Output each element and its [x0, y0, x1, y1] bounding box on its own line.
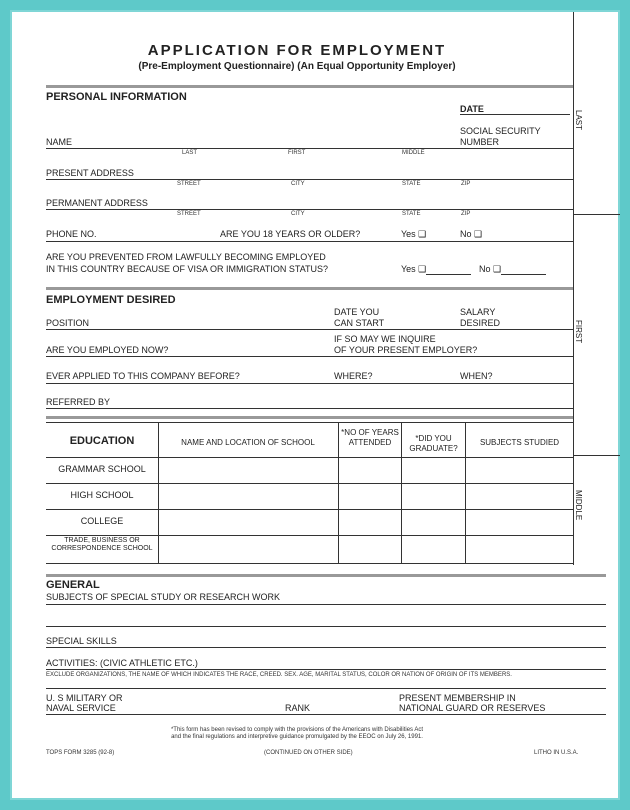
salary-label-1: SALARY	[460, 307, 496, 317]
city-caption: CITY	[291, 181, 305, 187]
special-study-line[interactable]	[46, 604, 606, 605]
ada-note-2: and the final regulations and interpretive guidance promulgated by the EEOC on July 26, 1991.	[171, 734, 423, 740]
permanent-address-label: PERMANENT ADDRESS	[46, 198, 148, 208]
name-last-caption: LAST	[182, 150, 198, 156]
guard-label-2: NATIONAL GUARD OR RESERVES	[399, 703, 546, 713]
edu-row-line	[46, 457, 573, 458]
section-divider	[46, 416, 573, 419]
position-label: POSITION	[46, 318, 90, 328]
inquire-label-2: OF YOUR PRESENT EMPLOYER?	[334, 345, 478, 355]
side-strip-divider	[573, 12, 574, 565]
street-caption: STREET	[177, 181, 201, 187]
rank-label: RANK	[285, 703, 311, 713]
edu-row-line	[46, 509, 573, 510]
edu-row-line	[46, 483, 573, 484]
name-line[interactable]	[46, 148, 573, 149]
exclude-note: EXCLUDE ORGANIZATIONS, THE NAME OF WHICH INDICATES THE RACE, CREED. SEX. AGE, MARITAL STATUS, COLOR OR NATION OF ORIGIN OF ITS MEMBERS.	[46, 672, 512, 678]
present-address-label: PRESENT ADDRESS	[46, 168, 134, 178]
state-caption: STATE	[402, 211, 421, 217]
continued-note: (CONTINUED ON OTHER SIDE)	[264, 750, 353, 756]
side-label-last: LAST	[574, 110, 583, 131]
city-caption: CITY	[291, 211, 305, 217]
start-date-label-2: CAN START	[334, 318, 385, 328]
special-study-line-2[interactable]	[46, 626, 606, 627]
ssn-label-2: NUMBER	[460, 137, 500, 147]
name-label: NAME	[46, 137, 73, 147]
where-label: WHERE?	[334, 371, 373, 381]
visa-yes-label: Yes ❑	[401, 264, 427, 274]
zip-caption: ZIP	[461, 211, 471, 217]
inquire-label-1: IF SO MAY WE INQUIRE	[334, 334, 436, 344]
edu-col-school: NAME AND LOCATION OF SCHOOL	[181, 438, 315, 447]
visa-question-1: ARE YOU PREVENTED FROM LAWFULLY BECOMING EMPLOYED	[46, 252, 326, 262]
section-divider	[46, 85, 573, 88]
edu-row-trade: TRADE, BUSINESS OR CORRESPONDENCE SCHOOL	[51, 537, 153, 552]
edu-col-graduate: *DID YOU GRADUATE?	[409, 434, 458, 453]
date-field[interactable]: DATE	[460, 104, 570, 115]
edu-top	[46, 422, 573, 423]
employment-heading: EMPLOYMENT DESIRED	[46, 294, 176, 306]
salary-label-2: DESIRED	[460, 318, 501, 328]
referred-by-label: REFERRED BY	[46, 397, 111, 407]
start-date-label-1: DATE YOU	[334, 307, 380, 317]
form-subtitle: (Pre-Employment Questionnaire) (An Equal Opportunity Employer)	[138, 61, 456, 72]
edu-row-grammar: GRAMMAR SCHOOL	[58, 464, 146, 474]
military-line[interactable]	[46, 714, 606, 715]
education-heading: EDUCATION	[69, 435, 135, 447]
visa-no-checkbox[interactable]	[479, 264, 546, 275]
activities-line[interactable]	[46, 669, 606, 670]
special-skills-line[interactable]	[46, 647, 606, 648]
side-strip-line-2	[573, 455, 620, 456]
phone-label: PHONE NO.	[46, 229, 97, 239]
phone-line	[46, 241, 573, 242]
zip-caption: ZIP	[461, 181, 471, 187]
edu-row-line	[46, 563, 573, 564]
special-skills-label: SPECIAL SKILLS	[46, 636, 117, 646]
age-no-checkbox[interactable]: No ❑	[460, 229, 483, 239]
visa-yes-line	[426, 266, 471, 275]
when-label: WHEN?	[460, 371, 493, 381]
state-caption: STATE	[402, 181, 421, 187]
age-question: ARE YOU 18 YEARS OR OLDER?	[220, 229, 361, 239]
name-first-caption: FIRST	[288, 150, 306, 156]
military-label-2: NAVAL SERVICE	[46, 703, 116, 713]
activities-label: ACTIVITIES: (CIVIC ATHLETIC ETC.)	[46, 658, 198, 668]
applied-before-label: EVER APPLIED TO THIS COMPANY BEFORE?	[46, 371, 240, 381]
form-title: APPLICATION FOR EMPLOYMENT	[147, 42, 447, 59]
special-study-label: SUBJECTS OF SPECIAL STUDY OR RESEARCH WORK	[46, 592, 281, 602]
personal-heading: PERSONAL INFORMATION	[46, 91, 187, 103]
age-yes-checkbox[interactable]: Yes ❑	[401, 229, 427, 239]
referred-by-line[interactable]	[46, 408, 573, 409]
edu-col-subjects: SUBJECTS STUDIED	[479, 438, 560, 447]
litho-note: LITHO IN U.S.A.	[534, 750, 579, 756]
guard-label-1: PRESENT MEMBERSHIP IN	[399, 693, 516, 703]
applied-before-line[interactable]	[46, 383, 573, 384]
military-label-1: U. S MILITARY OR	[46, 693, 123, 703]
side-label-first: FIRST	[574, 320, 583, 344]
application-form	[10, 10, 620, 800]
general-heading: GENERAL	[46, 579, 100, 591]
employed-now-label: ARE YOU EMPLOYED NOW?	[46, 345, 169, 355]
side-label-middle: MIDDLE	[574, 490, 583, 521]
visa-no-line	[501, 266, 546, 275]
edu-row-line	[46, 535, 573, 536]
edu-col-years: *NO OF YEARS ATTENDED	[341, 428, 399, 447]
present-address-line[interactable]	[46, 179, 573, 180]
form-number: TOPS FORM 3285 (92-8)	[46, 750, 115, 756]
exclude-line	[46, 688, 606, 689]
visa-question-2: IN THIS COUNTRY BECAUSE OF VISA OR IMMIGRATION STATUS?	[46, 264, 329, 274]
visa-no-label: No ❑	[479, 264, 502, 274]
edu-row-college: COLLEGE	[80, 516, 124, 526]
section-divider	[46, 287, 573, 290]
position-line[interactable]	[46, 329, 573, 330]
side-strip-line-1	[573, 214, 620, 215]
street-caption: STREET	[177, 211, 201, 217]
ssn-label-1: SOCIAL SECURITY	[460, 126, 541, 136]
visa-yes-checkbox[interactable]	[401, 264, 471, 275]
employed-now-line[interactable]	[46, 356, 573, 357]
section-divider	[46, 574, 606, 577]
name-middle-caption: MIDDLE	[402, 150, 425, 156]
edu-row-high-school: HIGH SCHOOL	[70, 490, 134, 500]
permanent-address-line[interactable]	[46, 209, 573, 210]
ada-note-1: *This form has been revised to comply with the provisions of the Americans with Disabilities Act	[170, 727, 424, 733]
